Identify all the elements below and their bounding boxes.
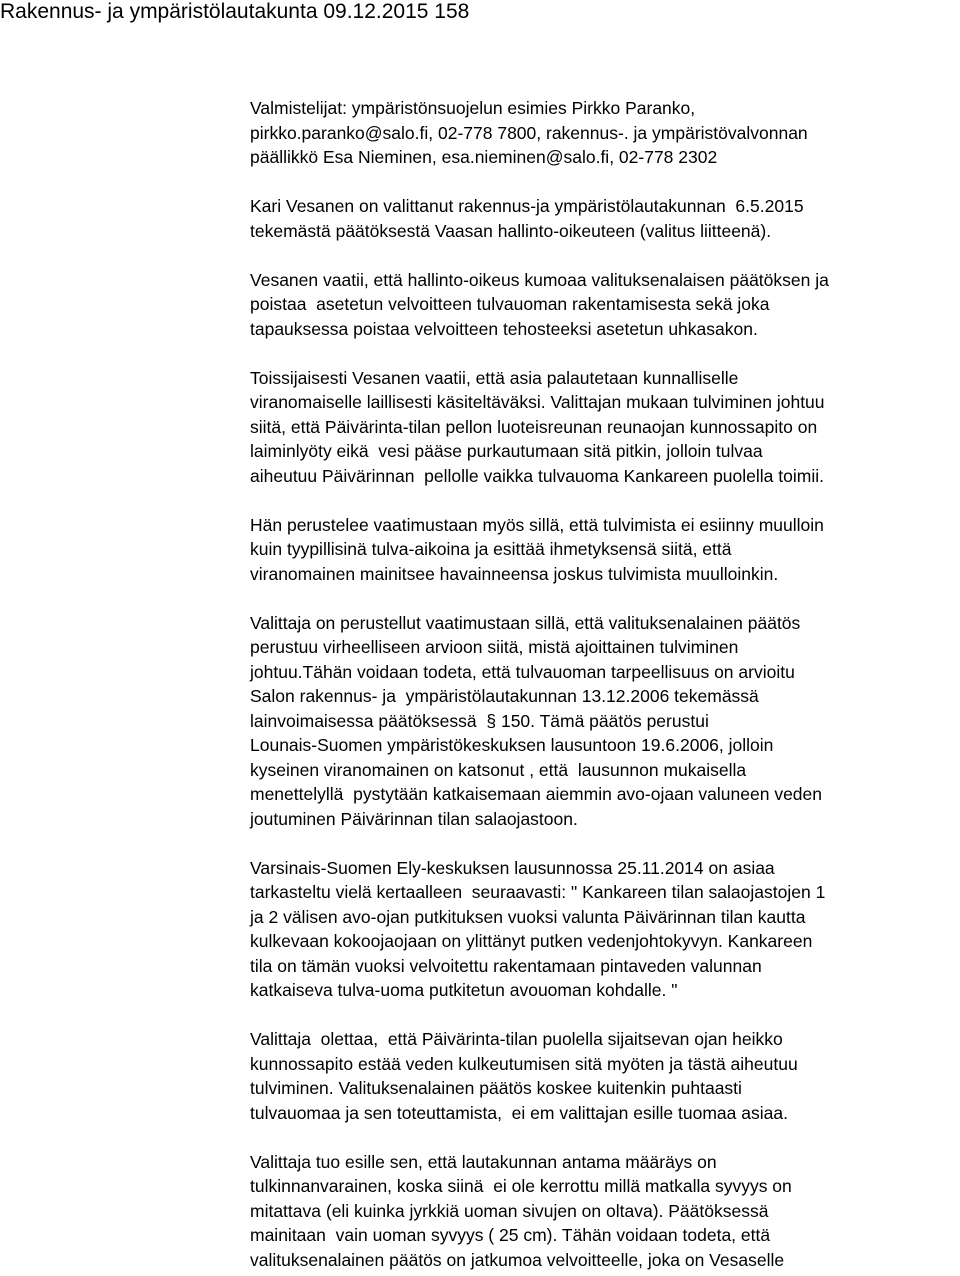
text-line: aiheutuu Päivärinnan pellolle vaikka tulvauoma Kankareen puolella toimii.	[250, 465, 824, 486]
text-line: katkaiseva tulva-uoma putkitetun avouoman kohdalle. "	[250, 980, 678, 1000]
text-line: Toissijaisesti Vesanen vaatii, että asia palautetaan kunnalliselle	[250, 367, 739, 388]
paragraph-gap	[250, 586, 956, 611]
text-line: Valittaja olettaa, että Päivärinta-tilan puolella sijaitsevan ojan heikko	[250, 1029, 783, 1049]
text-line: joutuminen Päivärinnan tilan salaojastoon.	[250, 808, 578, 829]
paragraph	[250, 513, 956, 587]
text-line: viranomainen mainitsee havainneensa joskus tulvimista muulloinkin.	[250, 563, 779, 584]
text-line: Hän perustelee vaatimustaan myös sillä, että tulvimista ei esiinny muulloin	[250, 514, 824, 535]
paragraph	[250, 1027, 956, 1125]
text-line: kulkevaan kokoojaojaan on ylittänyt putken vedenjohtokyvyn. Kankareen	[250, 931, 813, 951]
text-line: poistaa asetetun velvoitteen tulvauoman rakentamisesta sekä joka	[250, 294, 770, 314]
text-line: Valittaja tuo esille sen, että lautakunnan antama määräys on	[250, 1151, 717, 1172]
text-line: kuin tyypillisinä tulva-aikoina ja esittää ihmetyksensä siitä, että	[250, 539, 732, 559]
paragraph-gap	[250, 488, 956, 513]
paragraph	[250, 366, 956, 489]
text-line: Lounais-Suomen ympäristökeskuksen lausuntoon 19.6.2006, jolloin	[250, 735, 774, 755]
paragraph	[250, 96, 956, 170]
page-header	[0, 0, 469, 24]
text-line: kunnossapito estää veden kulkeutumisen sitä myöten ja tästä aiheutuu	[250, 1053, 798, 1074]
paragraph	[250, 1150, 956, 1273]
text-line: Varsinais-Suomen Ely-keskuksen lausunnossa 25.11.2014 on asiaa	[250, 857, 775, 878]
text-line: viranomaiselle laillisesti käsiteltäväksi. Valittajan mukaan tulviminen johtuu	[250, 392, 825, 412]
text-line: Salon rakennus- ja ympäristölautakunnan 13.12.2006 tekemässä	[250, 686, 759, 706]
text-line: tila on tämän vuoksi velvoitettu rakentamaan pintaveden valunnan	[250, 955, 762, 976]
text-line: tarkasteltu vielä kertaalleen seuraavasti: " Kankareen tilan salaojastojen 1	[250, 882, 826, 902]
paragraph-gap	[250, 1125, 956, 1150]
text-line: päällikkö Esa Nieminen, esa.nieminen@salo.fi, 02-778 2302	[250, 147, 718, 167]
text-line: pirkko.paranko@salo.fi, 02-778 7800, rakennus-. ja ympäristövalvonnan	[250, 122, 808, 143]
text-line: tekemästä päätöksestä Vaasan hallinto-oikeuteen (valitus liitteenä).	[250, 220, 772, 241]
text-line: siitä, että Päivärinta-tilan pellon luoteisreunan reunaojan kunnossapito on	[250, 416, 818, 437]
paragraph-gap	[250, 243, 956, 268]
paragraph-gap	[250, 1003, 956, 1028]
paragraph-gap	[250, 341, 956, 366]
header-title: Rakennus- ja ympäristölautakunta 09.12.2015 158	[0, 0, 470, 23]
text-line: mitattava (eli kuinka jyrkkiä uoman sivujen on oltava). Päätöksessä	[250, 1200, 769, 1221]
paragraph	[250, 268, 956, 342]
text-line: valituksenalainen päätös on jatkumoa velvoitteelle, joka on Vesaselle	[250, 1249, 785, 1270]
paragraph	[250, 856, 956, 1003]
document-body	[250, 96, 956, 1272]
text-line: Kari Vesanen on valittanut rakennus-ja ympäristölautakunnan 6.5.2015	[250, 196, 804, 216]
text-line: perustuu virheelliseen arvioon siitä, mistä ajoittainen tulviminen	[250, 637, 739, 657]
paragraph-gap	[250, 170, 956, 195]
paragraph	[250, 611, 956, 832]
text-line: lainvoimaisessa päätöksessä § 150. Tämä päätös perustui	[250, 710, 709, 731]
text-line: laiminlyöty eikä vesi pääse purkautumaan sitä pitkin, jolloin tulvaa	[250, 441, 763, 461]
text-line: mainitaan vain uoman syvyys ( 25 cm). Tähän voidaan todeta, että	[250, 1225, 771, 1245]
text-line: tulvauomaa ja sen toteuttamista, ei em valittajan esille tuomaa asiaa.	[250, 1102, 788, 1123]
text-line: kyseinen viranomainen on katsonut , että lausunnon mukaisella	[250, 759, 747, 780]
text-line: tapauksessa poistaa velvoitteen tehosteeksi asetetun uhkasakon.	[250, 318, 758, 339]
paragraph-gap	[250, 831, 956, 856]
text-line: ja 2 välisen avo-ojan putkituksen vuoksi valunta Päivärinnan tilan kautta	[250, 906, 806, 927]
text-line: Valmistelijat: ympäristönsuojelun esimies Pirkko Paranko,	[250, 98, 696, 118]
paragraph	[250, 194, 956, 243]
text-line: menettelyllä pystytään katkaisemaan aiemmin avo-ojaan valuneen veden	[250, 784, 822, 804]
text-line: tulkinnanvarainen, koska siinä ei ole kerrottu millä matkalla syvyys on	[250, 1176, 792, 1196]
text-line: Vesanen vaatii, että hallinto-oikeus kumoaa valituksenalaisen päätöksen ja	[250, 269, 829, 290]
text-line: johtuu.Tähän voidaan todeta, että tulvauoman tarpeellisuus on arvioitu	[250, 661, 795, 682]
text-line: Valittaja on perustellut vaatimustaan sillä, että valituksenalainen päätös	[250, 612, 801, 633]
text-line: tulviminen. Valituksenalainen päätös koskee kuitenkin puhtaasti	[250, 1078, 742, 1098]
